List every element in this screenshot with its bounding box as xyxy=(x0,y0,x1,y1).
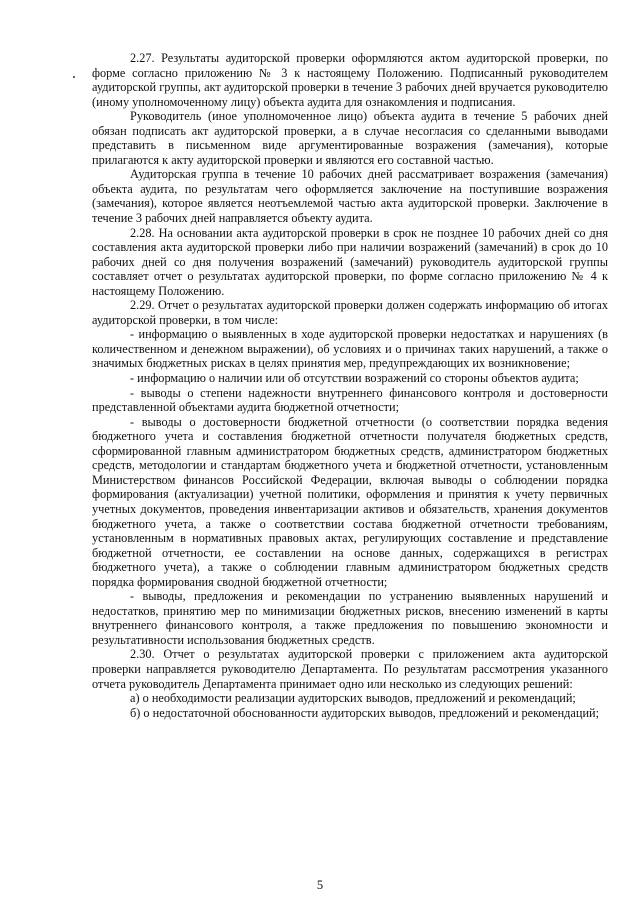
scan-speck xyxy=(73,76,75,78)
list-item-decision-b: б) о недостаточной обоснованности аудиторских выводов, предложений и рекомендаций; xyxy=(130,705,600,720)
list-item-recommendations: - выводы, предложения и рекомендации по устранению выявленных нарушений и недостатков, принятию мер по минимизации бюджетных рисков, внесению изменений в карты внутреннего финансового контроля, а также предложения по повышению экономности и результативности использования бюджетных средств. xyxy=(92,589,608,647)
paragraph-2-29: 2.29. Отчет о результатах аудиторской проверки должен содержать информацию об итогах аудиторской проверки, в том числе: xyxy=(92,298,608,327)
paragraph-2-27: 2.27. Результаты аудиторской проверки оформляются актом аудиторской проверки, по форме согласно приложению № 3 к настоящему Положению. Подписанный руководителем аудиторской группы, акт аудиторской проверки в течение 3 рабочих дней вручается руководителю (иному уполномоченному лицу) объекта аудита для ознакомления и подписания. xyxy=(92,51,608,109)
paragraph-2-30: 2.30. Отчет о результатах аудиторской проверки с приложением акта аудиторской проверки направляется руководителю Департамента. По результатам рассмотрения указанного отчета руководитель Департамента принимает одно или несколько из следующих решений: xyxy=(92,647,608,691)
paragraph-2-28: 2.28. На основании акта аудиторской проверки в срок не позднее 10 рабочих дней со дня составления акта аудиторской проверки либо при наличии возражений (замечаний) в срок до 10 рабочих дней со дня получения возражений (замечаний) руководитель аудиторской группы составляет отчет о результатах аудиторской проверки, по форме согласно приложению № 4 к настоящему Положению. xyxy=(92,225,608,298)
paragraph-objections-review: Аудиторская группа в течение 10 рабочих дней рассматривает возражения (замечания) объекта аудита, по результатам чего оформляется заключение на поступившие возражения (замечания), которое является неотъемлемой частью акта аудиторской проверки. Заключение в течение 3 рабочих дней направляется объекту аудита. xyxy=(92,167,608,226)
list-item-violations-info: - информацию о выявленных в ходе аудиторской проверки недостатках и нарушениях (в количественном и денежном выражении), об условиях и о причинах таких нарушений, а также о значимых бюджетных рисках в целях принятия мер, предупреждающих их возникновение; xyxy=(92,327,608,371)
list-item-decision-a: а) о необходимости реализации аудиторских выводов, предложений и рекомендаций; xyxy=(130,691,576,706)
page-number: 5 xyxy=(316,878,324,892)
document-body xyxy=(92,51,608,720)
list-item-control-reliability: - выводы о степени надежности внутреннего финансового контроля и достоверности представленной объектами аудита бюджетной отчетности; xyxy=(92,385,608,415)
paragraph-signing-deadline: Руководитель (иное уполномоченное лицо) объекта аудита в течение 5 рабочих дней обязан подписать акт аудиторской проверки, а в случае несогласия со сделанными выводами представить в письменном виде аргументированные возражения (замечания), которые прилагаются к акту аудиторской проверки и являются его составной частью. xyxy=(92,109,608,167)
list-item-objections-info: - информацию о наличии или об отсутствии возражений со стороны объектов аудита; xyxy=(130,371,579,386)
list-item-reporting-reliability: - выводы о достоверности бюджетной отчетности (о соответствии порядка ведения бюджетного учета и составления бюджетной отчетности получателя бюджетных средств, сформированной главным администратором бюджетных средств, администратором бюджетных средств, методологии и стандартам бюджетного учета и бюджетной отчетности, установленным Министерством финансов Российской Федерации, включая выводы о соблюдении порядка формирования (актуализации) учетной политики, оформления и принятия к учету первичных учетных документов, проведения инвентаризации активов и обязательств, хранения документов бюджетного учета, а также о соответствии состава бюджетной отчетности требованиям, установленным в нормативных правовых актах, регулирующих составление и представление бюджетной отчетности, ее составлении на основе данных, содержащихся в регистрах бюджетного учета), а также о соблюдении главным администратором бюджетных средств порядка формирования сводной бюджетной отчетности; xyxy=(92,414,608,589)
